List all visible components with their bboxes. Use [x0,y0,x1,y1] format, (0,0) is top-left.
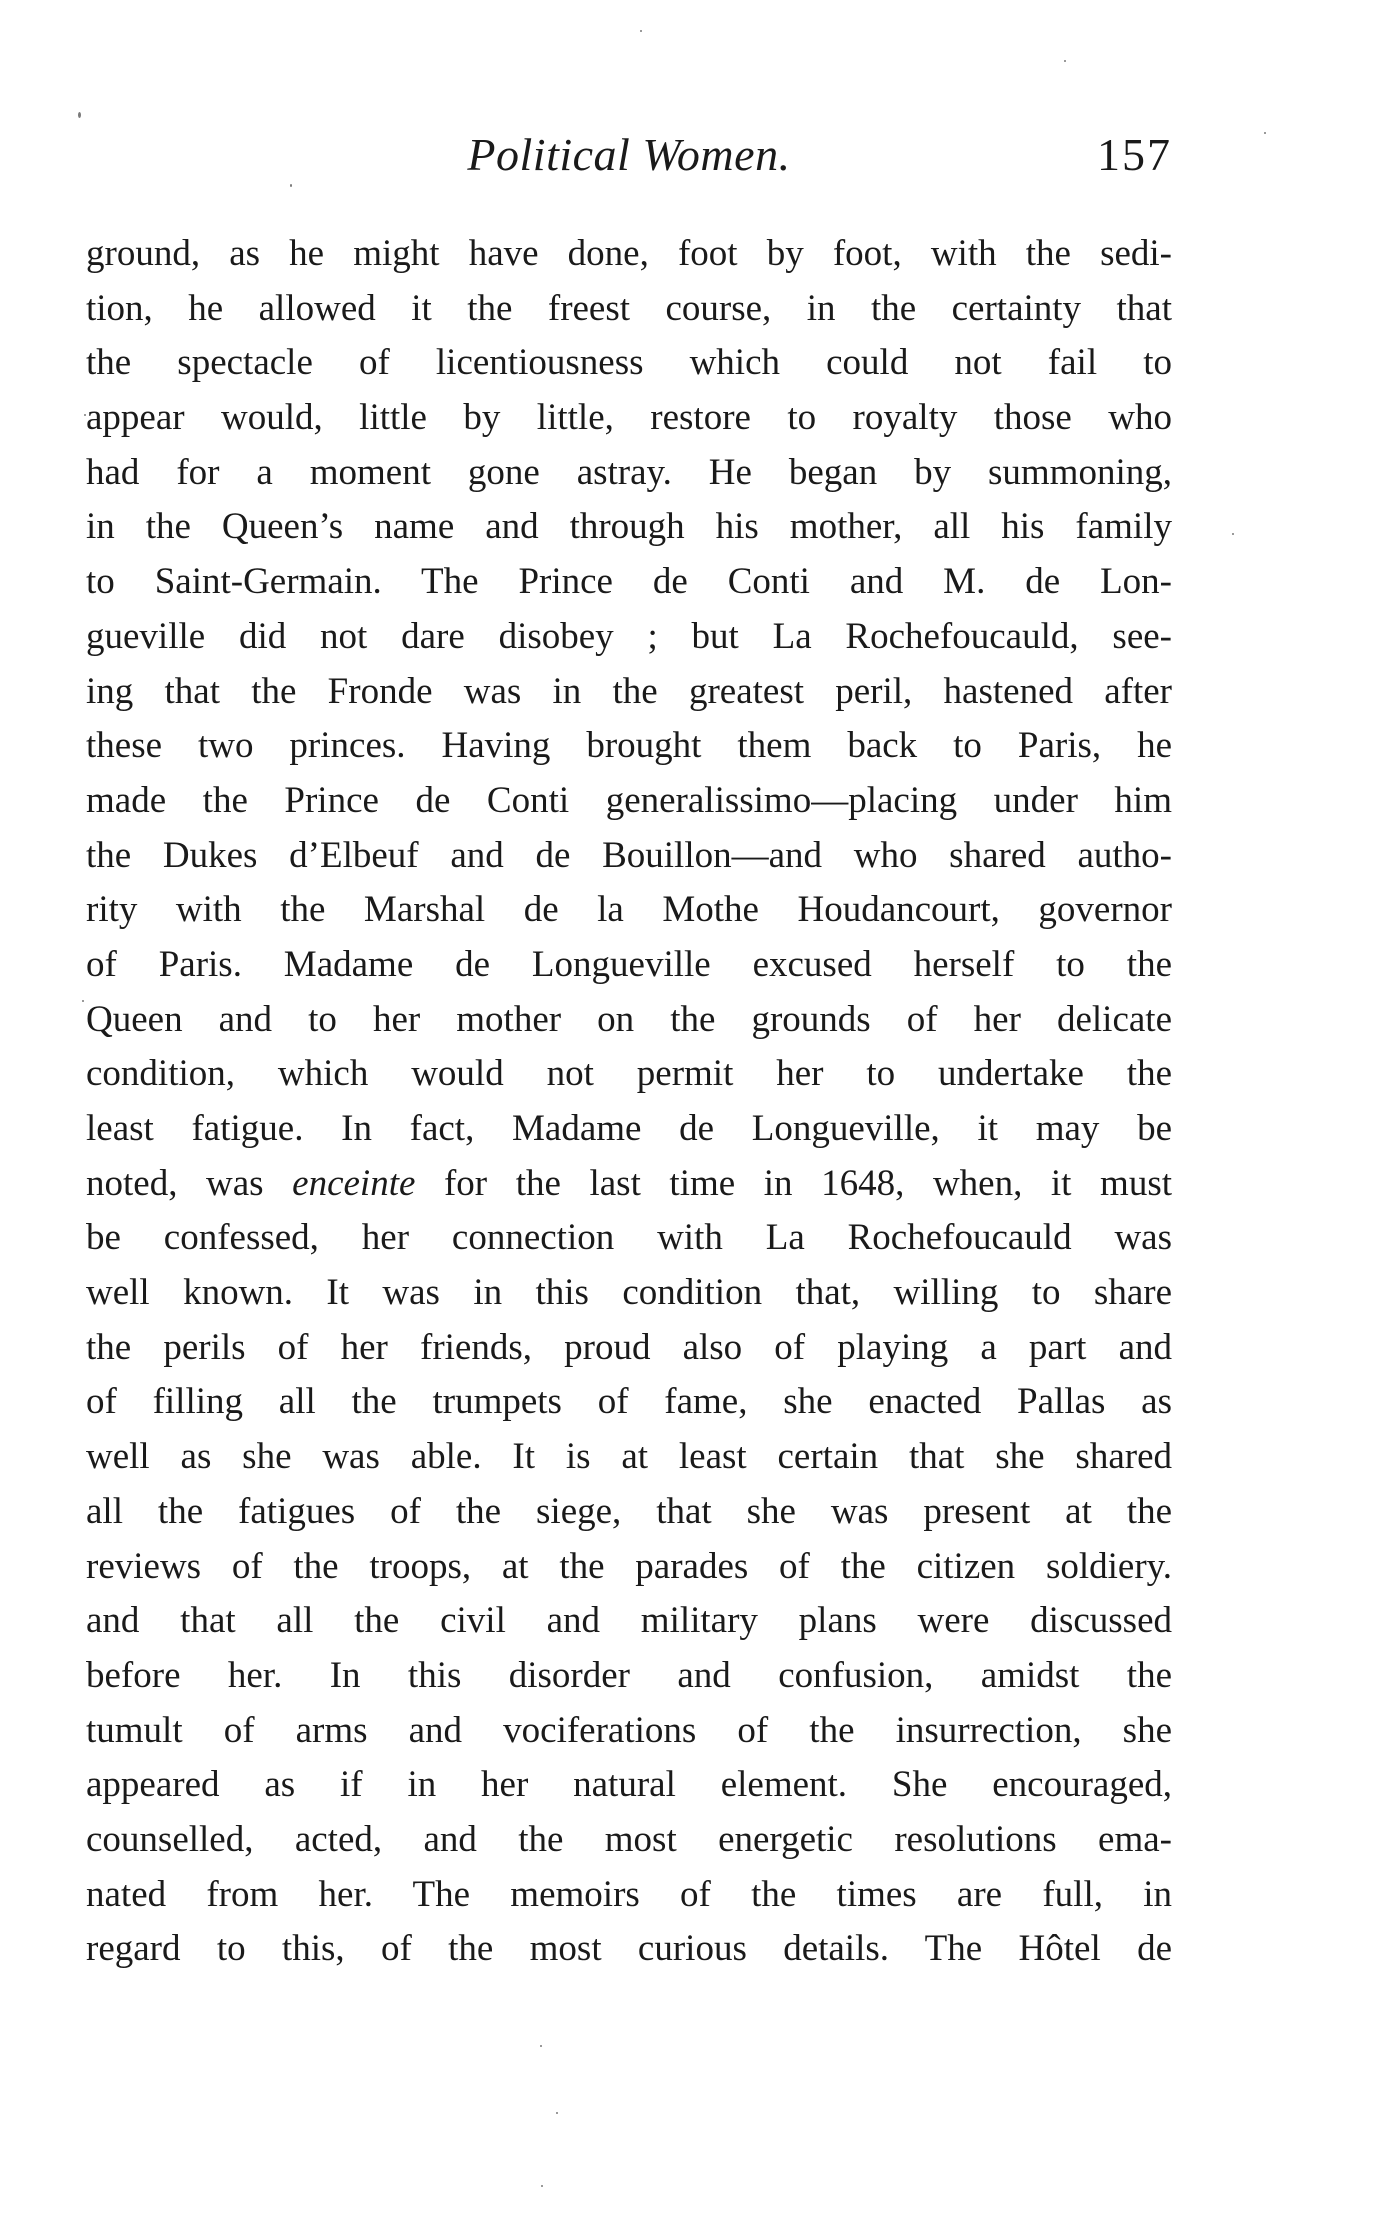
text-line: gueville did not dare disobey ; but La Rochefoucauld, see- [86,615,1172,657]
italic-word: enceinte [292,1162,416,1204]
text-line: counselled, acted, and the most energetic resolutions ema- [86,1818,1172,1860]
scan-speck [78,112,81,118]
text-line: be confessed, her connection with La Rochefoucauld was [86,1217,1172,1259]
scan-speck [556,2112,558,2114]
text-line: reviews of the troops, at the parades of the citizen soldiery. [86,1545,1172,1587]
scan-speck [84,414,86,416]
text-line: all the fatigues of the siege, that she was present at the [86,1490,1172,1532]
scan-speck [82,1000,84,1002]
text-line: these two princes. Having brought them back to Paris, he [86,725,1172,767]
text-line: the Dukes d’Elbeuf and de Bouillon—and who shared autho- [86,834,1172,876]
text-line: appear would, little by little, restore to royalty those who [86,397,1172,439]
text-line-with-italic [86,1157,1172,1212]
scan-speck [640,30,642,32]
text-line: the spectacle of licentiousness which could not fail to [86,342,1172,384]
text-line: before her. In this disorder and confusion, amidst the [86,1654,1172,1696]
text-line: ground, as he might have done, foot by foot, with the sedi- [86,233,1172,274]
text-line: tion, he allowed it the freest course, in the certainty that [86,287,1172,329]
scan-speck [541,2185,543,2187]
scan-speck [1264,132,1266,134]
text-line: Queen and to her mother on the grounds of her delicate [86,998,1172,1040]
text-line: well as she was able. It is at least certain that she shared [86,1436,1172,1478]
text-line: appeared as if in her natural element. She encouraged, [86,1764,1172,1806]
text-line: rity with the Marshal de la Mothe Houdancourt, governor [86,889,1172,931]
text-line: well known. It was in this condition that, willing to share [86,1272,1172,1314]
text-line: and that all the civil and military plans were discussed [86,1600,1172,1642]
text-line: regard to this, of the most curious details. The Hôtel de [86,1928,1172,1970]
scan-speck [290,184,292,187]
body-text [86,227,1172,1977]
text-line: to Saint-Germain. The Prince de Conti and M. de Lon- [86,561,1172,603]
text-line: ing that the Fronde was in the greatest peril, hastened after [86,670,1172,712]
text-line: made the Prince de Conti generalissimo—placing under him [86,779,1172,821]
text-segment: noted, was [86,1162,293,1204]
scan-speck [1064,60,1066,62]
text-line: in the Queen’s name and through his mother, all his family [86,506,1172,548]
running-title: Political Women. [467,129,791,180]
text-segment: for the last time in 1648, when, it must [415,1162,1172,1204]
text-line: nated from her. The memoirs of the times are full, in [86,1873,1172,1915]
page-number: 157 [1097,129,1172,180]
text-line: had for a moment gone astray. He began by summoning, [86,451,1172,493]
text-line: least fatigue. In fact, Madame de Longueville, it may be [86,1108,1172,1149]
text-line: tumult of arms and vociferations of the insurrection, she [86,1709,1172,1751]
text-line: condition, which would not permit her to undertake the [86,1053,1172,1095]
text-line: of filling all the trumpets of fame, she enacted Pallas as [86,1381,1172,1423]
scan-speck [1232,533,1234,535]
text-line: of Paris. Madame de Longueville excused herself to the [86,943,1172,985]
page-header [86,125,1172,185]
text-line: the perils of her friends, proud also of playing a part and [86,1326,1172,1368]
scan-speck [540,2045,542,2047]
